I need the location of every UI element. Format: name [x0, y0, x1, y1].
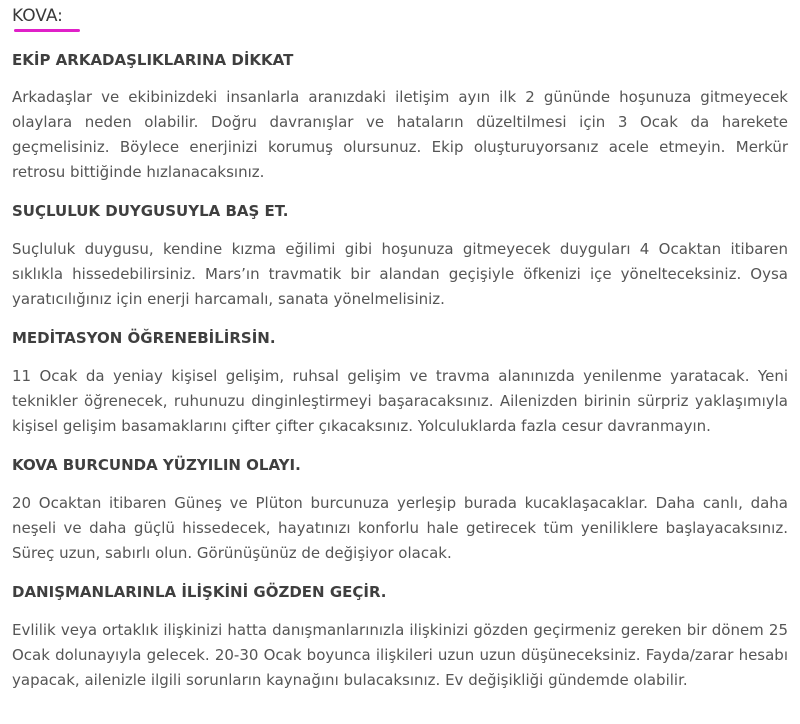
- section-body: 20 Ocaktan itibaren Güneş ve Plüton burcunuza yerleşip burada kucaklaşacaklar. Daha canlı, daha neşeli ve daha güçlü hissedecek, hayatınızı konforlu hale getirecek tüm yeniliklere başlayacaksınız. Süreç uzun, sabırlı olun. Görünüşünüz de değişiyor olacak.: [12, 494, 788, 562]
- title-block: [12, 0, 788, 36]
- section-heading: SUÇLULUK DUYGUSUYLA BAŞ ET.: [12, 202, 289, 220]
- section-1: [12, 50, 788, 185]
- section-heading: EKİP ARKADAŞLIKLARINA DİKKAT: [12, 51, 294, 69]
- section-heading: DANIŞMANLARINLA İLİŞKİNİ GÖZDEN GEÇİR.: [12, 583, 387, 601]
- section-3: [12, 328, 788, 439]
- title-underline: [14, 29, 80, 32]
- section-body: Evlilik veya ortaklık ilişkinizi hatta danışmanlarınızla ilişkinizi gözden geçirmeniz gereken bir dönem 25 Ocak dolunayıyla gelecek. 20-30 Ocak boyunca ilişkileri uzun uzun düşüneceksiniz. Fayda/zarar hesabı yapacak, ailenizle ilgili sorunların kaynağını bulacaksınız. Ev değişikliği gündemde olabilir.: [12, 621, 788, 689]
- section-2: [12, 201, 788, 312]
- section-heading: MEDİTASYON ÖĞRENEBİLİRSİN.: [12, 329, 276, 347]
- section-5: [12, 582, 788, 693]
- section-body: Arkadaşlar ve ekibinizdeki insanlarla aranızdaki iletişim ayın ilk 2 gününde hoşunuza gitmeyecek olaylara neden olabilir. Doğru davranışlar ve hataların düzeltilmesi için 3 Ocak da harekete geçmelisiniz. Böylece enerjinizi korumuş olursunuz. Ekip oluşturuyorsanız acele etmeyin. Merkür retrosu bittiğinde hızlanacaksınız.: [12, 88, 788, 181]
- page-title: KOVA:: [12, 6, 63, 26]
- section-body: 11 Ocak da yeniay kişisel gelişim, ruhsal gelişim ve travma alanınızda yenilenme yaratacak. Yeni teknikler öğrenecek, ruhunuzu dinginleştirmeyi başaracaksınız. Ailenizden birinin sürpriz yaklaşımıyla kişisel gelişim basamaklarını çifter çifter çıkacaksınız. Yolculuklarda fazla cesur davranmayın.: [12, 367, 788, 435]
- section-heading: KOVA BURCUNDA YÜZYILIN OLAYI.: [12, 456, 301, 474]
- section-4: [12, 455, 788, 566]
- section-body: Suçluluk duygusu, kendine kızma eğilimi gibi hoşunuza gitmeyecek duyguları 4 Ocaktan itibaren sıklıkla hissedebilirsiniz. Mars’ın travmatik bir alandan geçişiyle öfkenizi içe yönelteceksiniz. Oysa yaratıcılığınız için enerji harcamalı, sanata yönelmelisiniz.: [12, 240, 788, 308]
